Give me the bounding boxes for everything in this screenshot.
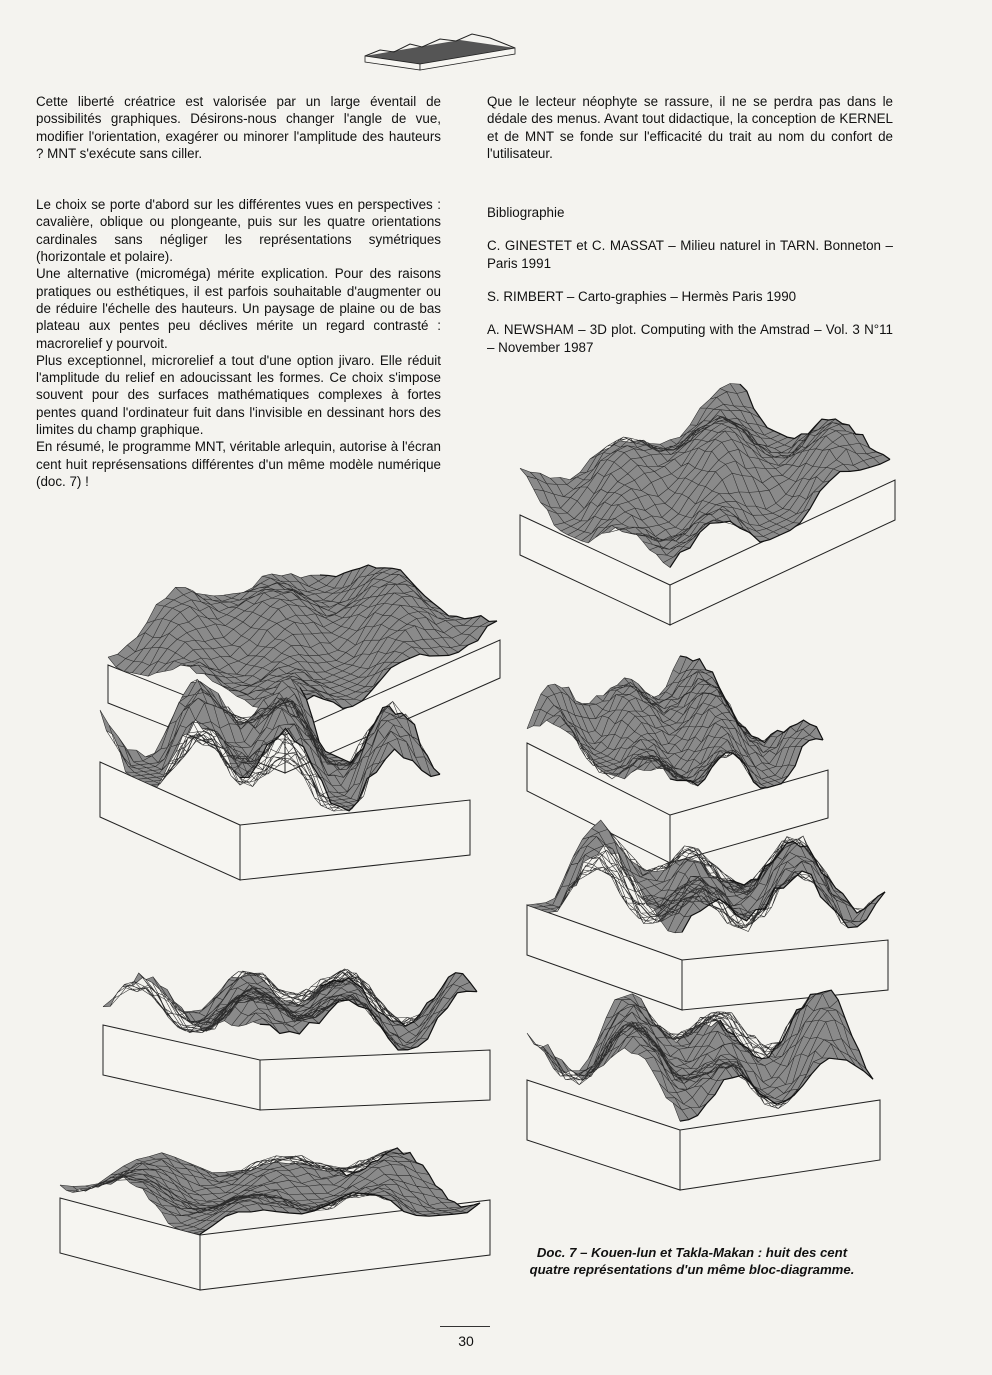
block-side-right xyxy=(682,940,888,1010)
block-diagram xyxy=(103,969,490,1110)
reference: C. GINESTET et C. MASSAT – Milieu naturel in TARN. Bonneton – Paris 1991 xyxy=(487,238,893,271)
caption-line: Doc. 7 – Kouen-lun et Takla-Makan : huit des cent xyxy=(536,1245,848,1260)
paragraph: Cette liberté créatrice est valorisée par un large éventail de possibilités graphiques. Désirons-nous changer l'angle de vue, modifier l'orientation, exagérer ou minorer l'amplitude des hauteurs ? MNT s'exécute sans ciller. xyxy=(36,94,441,161)
block-side-right xyxy=(680,1100,880,1190)
block-side-right xyxy=(260,1050,490,1110)
block-side-right xyxy=(240,800,470,880)
reference: A. NEWSHAM – 3D plot. Computing with the Amstrad – Vol. 3 N°11 – November 1987 xyxy=(487,322,893,355)
page-number: 30 xyxy=(458,1333,474,1349)
paragraph: Une alternative (microméga) mérite explication. Pour des raisons pratiques ou esthétiques, il est parfois souhaitable d'augmenter ou de réduire l'échelle des hauteurs. Un paysage de plaine ou de bas plateau aux pentes peu déclives mérite un regard contrasté : macrorelief y pourvoit. xyxy=(36,266,441,351)
block-diagram xyxy=(527,990,880,1190)
page-number-rule xyxy=(440,1326,490,1327)
block-side-left xyxy=(100,762,240,880)
paragraph: Que le lecteur néophyte se rassure, il ne se perdra pas dans le dédale des menus. Avant tout didactique, la conception de KERNEL et de MNT se fonde sur l'efficacité du trait au nom du confort de l'utilisateur. xyxy=(487,94,893,161)
block-side-left xyxy=(527,1080,680,1190)
block-diagram xyxy=(520,383,895,625)
paragraph: Plus exceptionnel, microrelief a tout d'une option jivaro. Elle réduit l'amplitude du relief en adoucissant les formes. Ce choix s'impose souvent pour des surfaces mathématiques complexes à fortes pentes quand l'ordinateur fuit dans l'invisible en dessinant hors des limites du champ graphique. xyxy=(36,352,441,438)
figure-caption xyxy=(492,1244,892,1278)
caption-line: quatre représentations d'un même bloc-diagramme. xyxy=(529,1262,855,1277)
block-diagram xyxy=(527,656,828,863)
bibliography-title: Bibliographie xyxy=(487,205,565,221)
block-diagram xyxy=(60,1148,490,1290)
paragraph: Le choix se porte d'abord sur les différentes vues en perspectives : cavalière, oblique ou plongeante, puis sur les quatre orientations cardinales sans négliger les représentations symétriques (horizontale et polaire). xyxy=(36,197,441,265)
block-side-left xyxy=(103,1025,260,1110)
reference: S. RIMBERT – Carto-graphies – Hermès Paris 1990 xyxy=(487,289,797,305)
paragraph: En résumé, le programme MNT, véritable arlequin, autorise à l'écran cent huit représensations différentes d'un même modèle numérique (doc. 7) ! xyxy=(36,439,441,489)
